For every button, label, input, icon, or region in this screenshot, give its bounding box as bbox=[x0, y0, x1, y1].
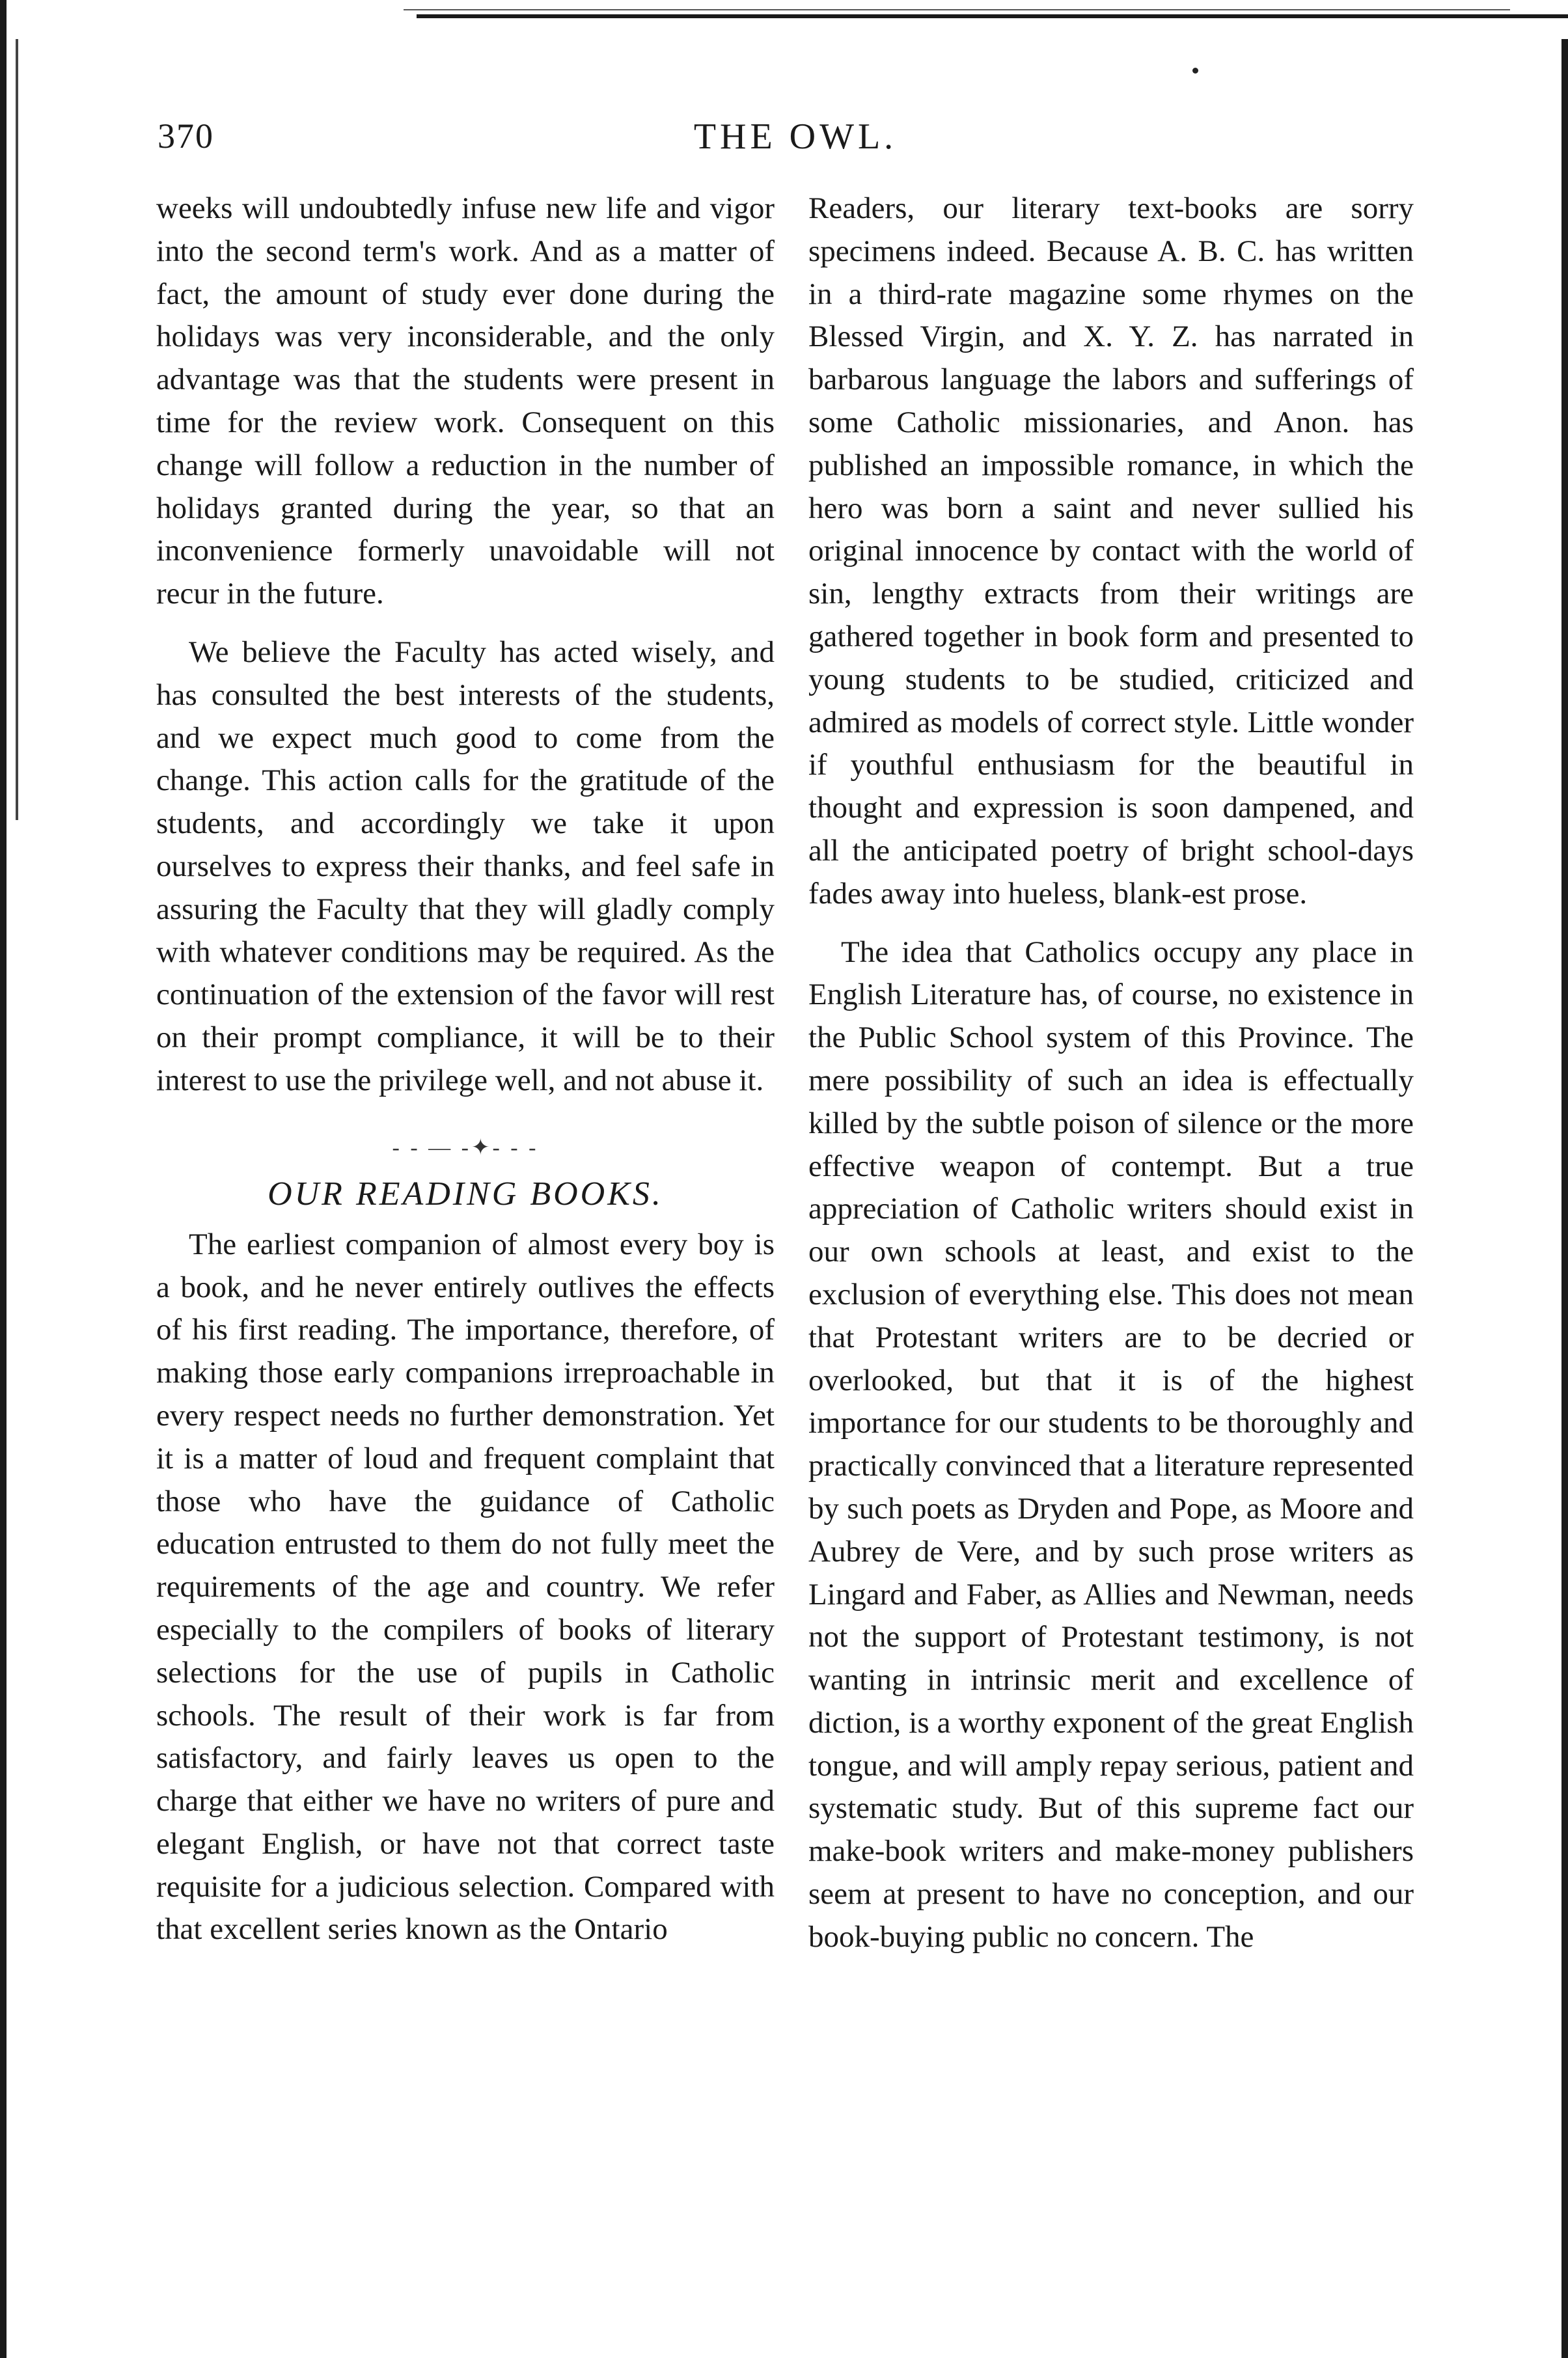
left-paragraph-3: The earliest companion of almost every boy is a book, and he never entirely outlives the effects of his first reading. The importance, therefore, of making those early companions irreproachable in every respect needs no further demonstration. Yet it is a matter of loud and frequent complaint that those who have the guidance of Catholic education entrusted to them do not fully meet the requirements of the age and country. We refer especially to the compilers of books of literary selections for the use of pupils in Catholic schools. The result of their work is far from satisfactory, and fairly leaves us open to the charge that either we have no writers of pure and elegant English, or have not that correct taste requisite for a judicious selection. Compared with that excellent series known as the Ontario bbox=[156, 1227, 775, 1947]
binding-edge-right bbox=[1561, 39, 1568, 2358]
top-rule-thin bbox=[404, 9, 1510, 10]
right-column bbox=[808, 187, 1414, 1959]
print-speck bbox=[1192, 68, 1198, 74]
left-column bbox=[156, 187, 775, 1951]
left-paragraph-2: We believe the Faculty has acted wisely, and has consulted the best interests of the students, and we expect much good to come from the change. This action calls for the gratitude of the students, and accordingly we take it upon ourselves to express their thanks, and feel safe in assuring the Faculty that they will gladly comply with whatever conditions may be required. As the continuation of the extension of the favor will rest on their prompt compliance, it will be to their interest to use the privilege well, and not abuse it. bbox=[156, 635, 775, 1097]
section-heading: OUR READING BOOKS. bbox=[268, 1175, 663, 1213]
binding-edge-left bbox=[0, 0, 7, 2358]
journal-title: THE OWL. bbox=[693, 117, 898, 157]
right-paragraph-1: Readers, our literary text-books are sorry specimens indeed. Because A. B. C. has written in a third-rate magazine some rhymes on the Blessed Virgin, and X. Y. Z. has narrated in barbarous language the labors and sufferings of some Catholic missionaries, and Anon. has published an impossible romance, in which the hero was born a saint and never sullied his original innocence by contact with the world of sin, lengthy extracts from their writings are gathered together in book form and presented to young students to be studied, criticized and admired as models of correct style. Little wonder if youthful enthusiasm for the beautiful in thought and expression is soon dampened, and all the anticipated poetry of bright school-days fades away into hueless, blank-est prose. bbox=[808, 191, 1414, 911]
section-divider-ornament: - - — -✦- - - bbox=[392, 1135, 539, 1160]
right-paragraph-2: The idea that Catholics occupy any place in English Literature has, of course, no existence in the Public School system of this Province. The mere possibility of such an idea is effectually killed by the subtle poison of silence or the more effective weapon of contempt. But a true appreciation of Catholic writers should exist in our own schools at least, and exist to the exclusion of everything else. This does not mean that Protestant writers are to be decried or overlooked, but that it is of the highest importance for our students to be thoroughly and practically convinced that a literature represented by such poets as Dryden and Pope, as Moore and Aubrey de Vere, and by such prose writers as Lingard and Faber, as Allies and Newman, needs not the support of Protestant testimony, is not wanting in intrinsic merit and excellence of diction, is a worthy exponent of the great English tongue, and will amply repay serious, patient and systematic study. But of this supreme fact our make-book writers and make-money publishers seem at present to have no conception, and our book-buying public no concern. The bbox=[808, 935, 1414, 1954]
top-rule bbox=[417, 14, 1568, 18]
binding-shadow-left bbox=[16, 39, 18, 820]
page-number: 370 bbox=[158, 117, 214, 156]
left-paragraph-1: weeks will undoubtedly infuse new life and vigor into the second term's work. And as a matter of fact, the amount of study ever done during the holidays was very inconsiderable, and the only advantage was that the students were present in time for the review work. Consequent on this change will follow a reduction in the number of holidays granted during the year, so that an inconvenience formerly unavoidable will not recur in the future. bbox=[156, 191, 775, 611]
running-head bbox=[158, 116, 1433, 168]
